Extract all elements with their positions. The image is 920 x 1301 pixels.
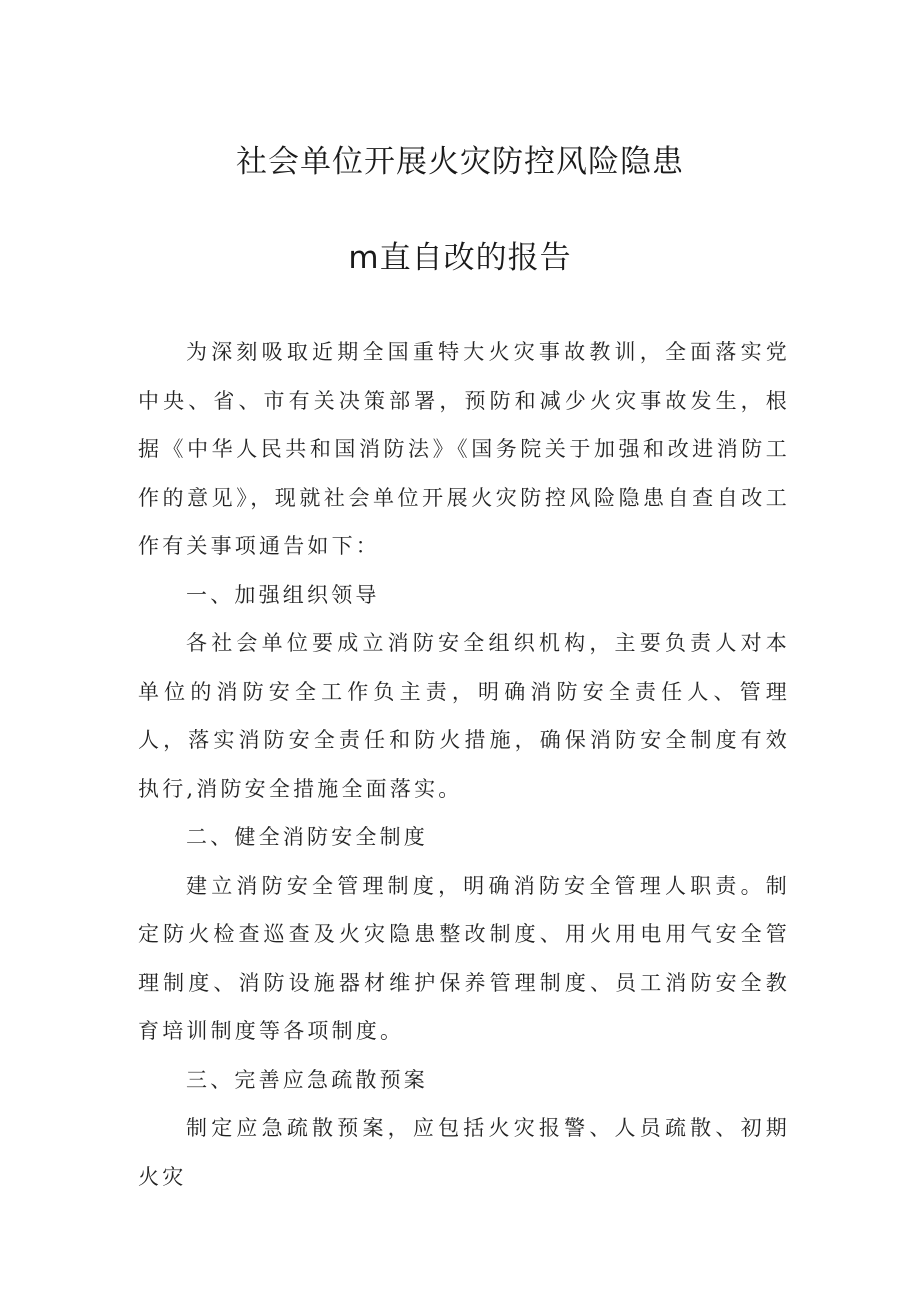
document-body [138, 328, 790, 1201]
section-1-paragraph: 各社会单位要成立消防安全组织机构，主要负责人对本单位的消防安全工作负主责，明确消防安全责任人、管理人，落实消防安全责任和防火措施，确保消防安全制度有效执行,消防安全措施全面落实。 [138, 631, 790, 801]
section-2-heading: 二、健全消防安全制度 [186, 825, 428, 849]
section-1-heading: 一、加强组织领导 [186, 582, 380, 607]
section-2-paragraph: 建立消防安全管理制度，明确消防安全管理人职责。制定防火检查巡查及火灾隐患整改制度、用火用电用气安全管理制度、消防设施器材维护保养管理制度、员工消防安全教育培训制度等各项制度。 [138, 873, 790, 1043]
document-title [0, 138, 920, 282]
title-line-2: m直自改的报告 [348, 240, 572, 276]
intro-paragraph: 为深刻吸取近期全国重特大火灾事故教训，全面落实党中央、省、市有关决策部署，预防和减少火灾事故发生，根据《中华人民共和国消防法》《国务院关于加强和改进消防工作的意见》，现就社会单位开展火灾防控风险隐患自查自改工作有关事项通告如下： [138, 340, 790, 558]
title-line-1: 社会单位开展火灾防控风险隐患 [236, 144, 684, 180]
section-3-paragraph: 制定应急疏散预案，应包括火灾报警、人员疏散、初期火灾 [138, 1116, 790, 1189]
section-3-heading: 三、完善应急疏散预案 [186, 1067, 428, 1092]
